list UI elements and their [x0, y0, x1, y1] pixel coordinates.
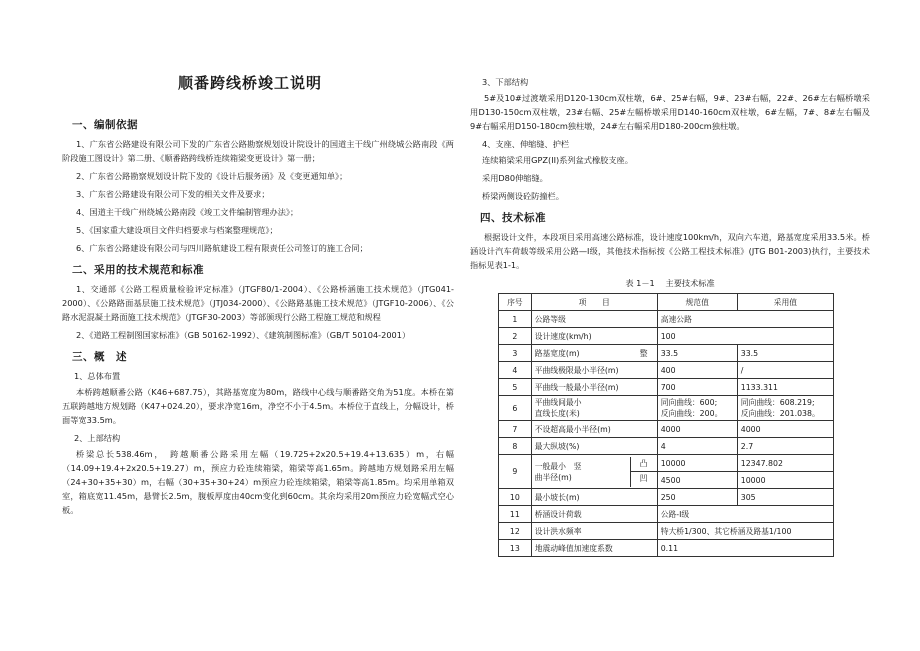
- subheading-substructure: 3、下部结构: [482, 77, 529, 87]
- technical-standards-table: [498, 293, 834, 557]
- cell-adopted-value: 10000: [737, 472, 833, 489]
- guardrail-text: 桥梁两侧设砼防撞栏。: [482, 191, 564, 201]
- expansion-joint-text: 采用D80伸缩缝。: [482, 173, 548, 183]
- cell-item-text: 路基宽度(m): [534, 348, 580, 358]
- basis-item-1: 1、广东省公路建设有限公司下发的广东省公路勘察规划设计院设计的国道主干线广州绕城公路南段《两阶段施工图设计》第二册、《顺番路跨线桥连续箱梁变更设计》第一册；: [62, 139, 454, 163]
- cell-value-line: 同向曲线：600;: [660, 398, 718, 407]
- cell-adopted-value: 4000: [737, 421, 833, 438]
- cell-item: [531, 396, 657, 421]
- basis-item-4: 4、国道主干线广州绕城公路南段《竣工文件编制管理办法》；: [76, 207, 299, 217]
- header-spec-value: 规范值: [657, 294, 737, 311]
- subheading-superstructure: 2、上部结构: [74, 433, 121, 443]
- cell-spec-value: 4000: [657, 421, 737, 438]
- header-no: 序号: [499, 294, 532, 311]
- table-row: [499, 540, 834, 557]
- cell-item: [531, 455, 657, 489]
- cell-value: 0.11: [657, 540, 833, 557]
- cell-convex: 凸: [631, 457, 657, 473]
- cell-no: 12: [499, 523, 532, 540]
- cell-spec-value: [657, 396, 737, 421]
- cell-adopted-value: 12347.802: [737, 455, 833, 472]
- overview-substructure-text: 5#及10#过渡墩采用D120-130cm双柱墩，6#、25#右幅，9#、23#右幅，22#、26#左右幅桥墩采用D130-150cm双柱墩，23#右幅、25#左幅桥墩采用D140-160cm双柱墩，6#左幅，7#、8#左右幅及9#右幅采用D150-180cm独柱墩，24#左右幅采用D180-200cm独柱墩。: [470, 93, 870, 131]
- cell-item: 不设超高最小半径(m): [531, 421, 657, 438]
- cell-value-line: 同向曲线：608.219;: [740, 398, 815, 407]
- table-row: [499, 311, 834, 328]
- cell-value-line: 反向曲线：200。: [660, 409, 723, 418]
- cell-no: 4: [499, 362, 532, 379]
- table-row: [499, 362, 834, 379]
- cell-item: 最小坡长(m): [531, 489, 657, 506]
- cell-item: 平曲线一般最小半径(m): [531, 379, 657, 396]
- cell-no: 9: [499, 455, 532, 489]
- basis-item-3: 3、广东省公路建设有限公司下发的相关文件及要求；: [76, 189, 270, 199]
- cell-adopted-value: 305: [737, 489, 833, 506]
- right-column: [470, 72, 870, 557]
- cell-item: 设计速度(km/h): [531, 328, 657, 345]
- section-heading-overview: 三、概 述: [72, 351, 127, 363]
- cell-value: 特大桥1/300、其它桥涵及路基1/100: [657, 523, 833, 540]
- cell-no: 5: [499, 379, 532, 396]
- cell-spec-value: 700: [657, 379, 737, 396]
- table-row: [499, 438, 834, 455]
- cell-item: 最大纵坡(%): [531, 438, 657, 455]
- cell-item-line: 平曲线间最小: [534, 398, 582, 407]
- cell-adopted-value: 33.5: [737, 345, 833, 362]
- cell-item: 公路等级: [531, 311, 657, 328]
- cell-value: 公路-I级: [657, 506, 833, 523]
- overview-layout-text: 本桥跨越顺番公路（K46+687.75），其路基宽度为80m，路线中心线与顺番路交角为51度。本桥在第五联跨越地方规划路（K47+024.20），要求净宽16m，净空不小于4.5m。本桥位于直线上，分幅设计，桥面等宽33.5m。: [62, 387, 454, 425]
- basis-item-2: 2、广东省公路勘察规划设计院下发的《设计后服务函》及《变更通知单》；: [76, 171, 348, 181]
- cell-no: 8: [499, 438, 532, 455]
- cell-item-line: 曲半径(m): [534, 472, 572, 482]
- left-column: [62, 110, 454, 521]
- cell-adopted-value: [737, 396, 833, 421]
- cell-item-line: 一般最小 竖: [534, 461, 582, 471]
- subheading-layout: 1、总体布置: [74, 371, 121, 381]
- cell-value: 高速公路: [657, 311, 833, 328]
- header-adopted-value: 采用值: [737, 294, 833, 311]
- section-heading-standards: 二、采用的技术规范和标准: [72, 264, 204, 276]
- cell-spec-value: 4500: [657, 472, 737, 489]
- cell-no: 13: [499, 540, 532, 557]
- cell-item: [531, 345, 657, 362]
- table-caption: 表 1－1 主要技术标准: [625, 278, 715, 288]
- cell-spec-value: 4: [657, 438, 737, 455]
- section-heading-technical-standards: 四、技术标准: [480, 212, 546, 224]
- cell-item: 设计洪水频率: [531, 523, 657, 540]
- cell-spec-value: 400: [657, 362, 737, 379]
- cell-spec-value: 250: [657, 489, 737, 506]
- section-heading-basis: 一、编制依据: [72, 119, 138, 131]
- cell-spec-value: 10000: [657, 455, 737, 472]
- table-row: [499, 345, 834, 362]
- cell-item-line: 直线长度(米): [534, 409, 580, 418]
- cell-adopted-value: /: [737, 362, 833, 379]
- standards-item-2: 2、《道路工程制图国家标准》（GB 50162-1992）、《建筑制图标准》（GB/T 50104-2001）: [76, 330, 411, 340]
- technical-standards-text: 根据设计文件，本段项目采用高速公路标准，设计速度100km/h，双向六车道，路基宽度采用33.5米。桥涵设计汽车荷载等级采用公路—I级，其他技术指标按《公路工程技术标准》(JTG B01-2003)执行，主要技术指标见表1-1。: [470, 232, 870, 270]
- cell-value-line: 反向曲线：201.038。: [740, 409, 820, 418]
- cell-no: 6: [499, 396, 532, 421]
- cell-item: 地震动峰值加速度系数: [531, 540, 657, 557]
- table-header-row: [499, 294, 834, 311]
- cell-item: 平曲线极限最小半径(m): [531, 362, 657, 379]
- cell-no: 7: [499, 421, 532, 438]
- subheading-bearings: 4、支座、伸缩缝、护栏: [482, 139, 570, 149]
- table-row: [499, 379, 834, 396]
- cell-no: 3: [499, 345, 532, 362]
- cell-item: 桥涵设计荷载: [531, 506, 657, 523]
- cell-no: 2: [499, 328, 532, 345]
- overview-superstructure-text: 桥梁总长538.46m， 跨越顺番公路采用左幅（19.725+2x20.5+19.4+13.635）m，右幅（14.09+19.4+2x20.5+19.27）m，预应力砼连续箱梁，箱梁等高1.65m。跨越地方规划路采用左幅（24+30+35+30）m，右幅（30+35+30+24）m预应力砼连续箱梁，箱梁等高1.85m。均采用单箱双室，箱底宽11.45m，悬臂长2.5m，腹板厚度由40cm变化到60cm。其余均采用20m预应力砼宽幅式空心板。: [62, 449, 454, 515]
- bearings-text: 连续箱梁采用GPZ(II)系列盆式橡胶支座。: [482, 155, 633, 165]
- cell-item-sub: 整: [639, 348, 648, 358]
- page-title: 顺番跨线桥竣工说明: [177, 74, 322, 92]
- cell-adopted-value: 2.7: [737, 438, 833, 455]
- table-row: [499, 489, 834, 506]
- cell-value: 100: [657, 328, 833, 345]
- cell-no: 11: [499, 506, 532, 523]
- table-row: [499, 328, 834, 345]
- table-row: [499, 523, 834, 540]
- standards-item-1: 1、交通部《公路工程质量检验评定标准》（JTGF80/1-2004）、《公路桥涵施工技术规范》（JTG041-2000）、《公路路面基层施工技术规范》（JTJ034-2000）、《公路路基施工技术规范》（JTGF10-2006）、《公路水泥混凝土路面施工技术规范》（JTGF30-2003）等部颁现行公路工程施工规范和规程: [62, 284, 454, 322]
- table-row: [499, 506, 834, 523]
- cell-adopted-value: 1133.311: [737, 379, 833, 396]
- cell-no: 1: [499, 311, 532, 328]
- table-row: [499, 455, 834, 472]
- basis-item-5: 5、《国家重大建设项目文件归档要求与档案整理规范》；: [76, 225, 278, 235]
- cell-no: 10: [499, 489, 532, 506]
- header-item: 项 目: [531, 294, 657, 311]
- basis-item-6: 6、广东省公路建设有限公司与四川路航建设工程有限责任公司签订的施工合同；: [76, 243, 368, 253]
- cell-concave: 凹: [639, 474, 648, 483]
- table-row: [499, 421, 834, 438]
- table-row: [499, 396, 834, 421]
- cell-spec-value: 33.5: [657, 345, 737, 362]
